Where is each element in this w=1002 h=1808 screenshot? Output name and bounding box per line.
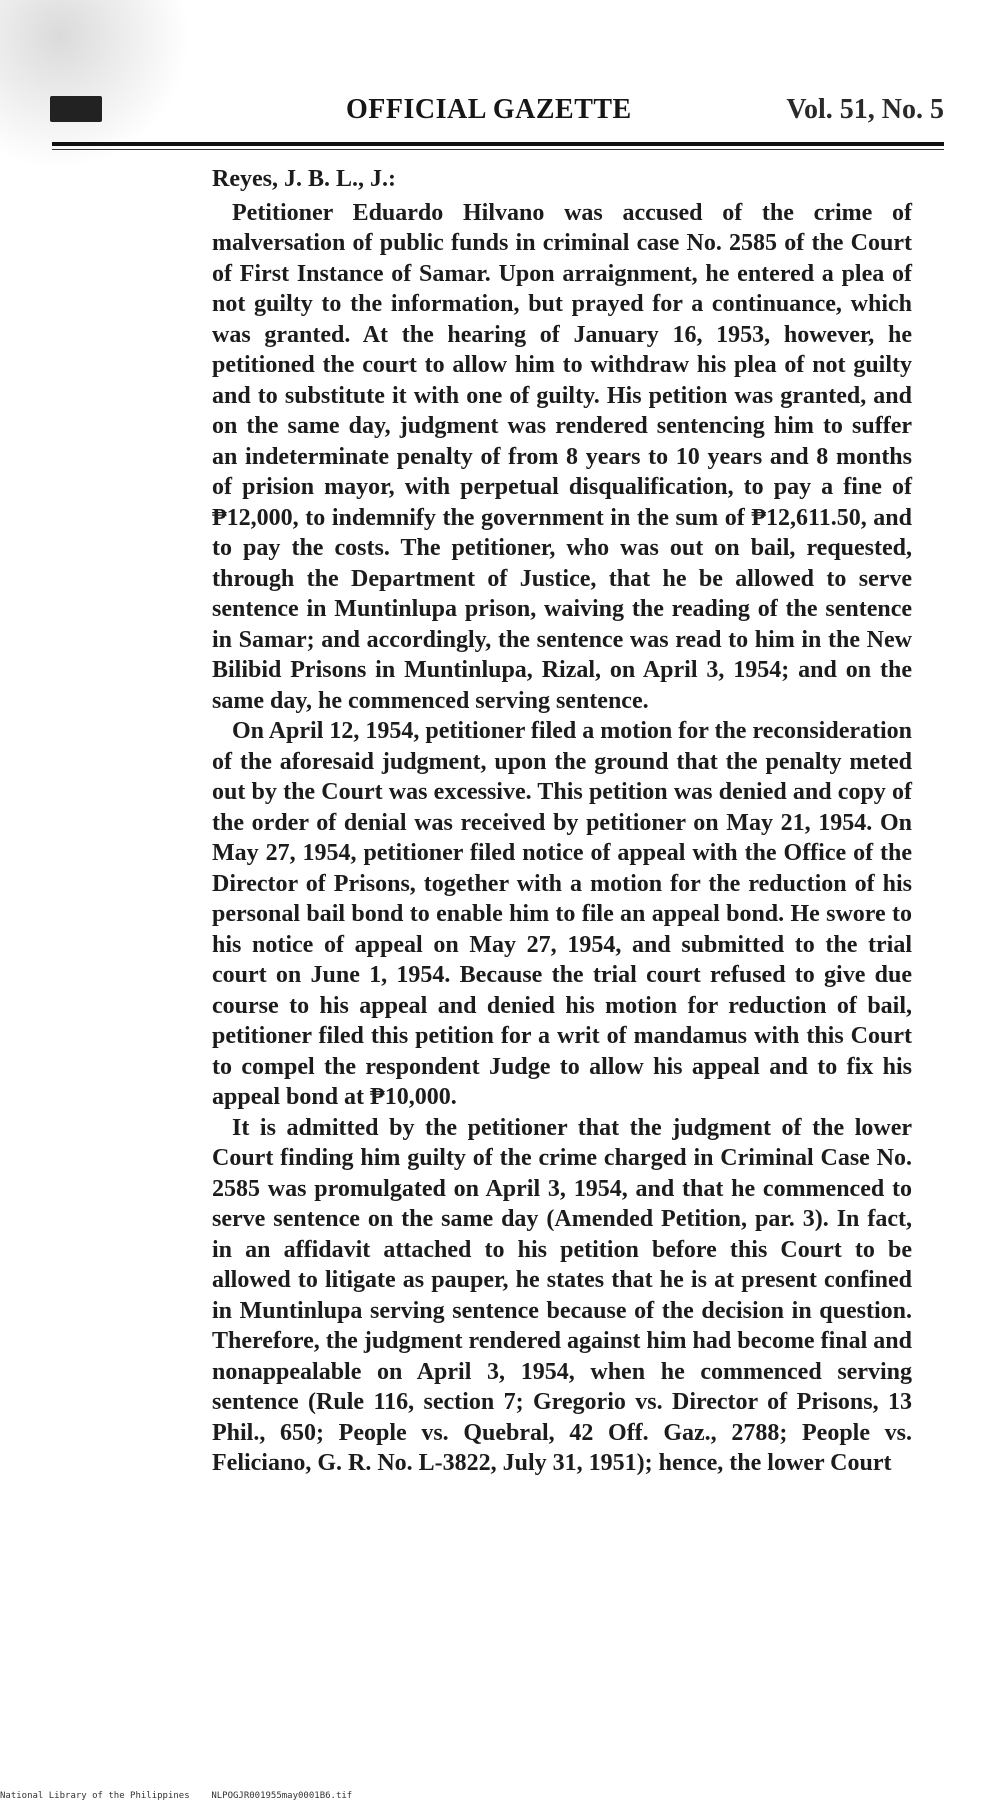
scan-smudge: [0, 0, 200, 180]
page-number-blot: [50, 96, 102, 122]
volume-number: Vol. 51, No. 5: [786, 94, 944, 125]
paragraph-2: On April 12, 1954, petitioner filed a motion for the reconsideration of the aforesaid judgment, upon the ground that the penalty meted out by the Court was excessive. This petition was denied and copy of the order of denial was received by petitioner on May 21, 1954. On May 27, 1954, petitioner filed notice of appeal with the Office of the Director of Prisons, together with a motion for the reduction of his personal bail bond to enable him to file an appeal bond. He swore to his notice of appeal on May 27, 1954, and submitted to the trial court on June 1, 1954. Because the trial court refused to give due course to his appeal and denied his motion for reduction of bail, petitioner filed this petition for a writ of mandamus with this Court to compel the respondent Judge to allow his appeal and to fix his appeal bond at ₱10,000.: [212, 718, 912, 1110]
paragraph-1: Petitioner Eduardo Hilvano was accused of the crime of malversation of public funds in criminal case No. 2585 of the Court of First Instance of Samar. Upon arraignment, he entered a plea of not guilty to the information, but prayed for a continuance, which was granted. At the hearing of January 16, 1953, however, he petitioned the court to allow him to withdraw his plea of not guilty and to substitute it with one of guilty. His petition was granted, and on the same day, judgment was rendered sentencing him to suffer an indeterminate penalty of from 8 years to 10 years and 8 months of prision mayor, with perpetual disqualification, to pay a fine of ₱12,000, to indemnify the government in the sum of ₱12,611.50, and to pay the costs. The petitioner, who was out on bail, requested, through the Department of Justice, that he be allowed to serve sentence in Muntinlupa prison, waiving the reading of the sentence in Samar; and accordingly, the sentence was read to him in the New Bilibid Prisons in Muntinlupa, Rizal, on April 3, 1954; and on the same day, he commenced serving sentence.: [212, 199, 912, 714]
header-rule: [52, 142, 944, 146]
ponente-line: Reyes, J. B. L., J.:: [212, 166, 396, 192]
scan-footer: National Library of the Philippines NLPOGJR001955may0001B6.tif: [0, 1791, 353, 1801]
paragraph-3: It is admitted by the petitioner that the judgment of the lower Court finding him guilty of the crime charged in Criminal Case No. 2585 was promulgated on April 3, 1954, and that he commenced to serve sentence on the same day (Amended Petition, par. 3). In fact, in an affidavit attached to his petition before this Court to be allowed to litigate as pauper, he states that he is at present confined in Muntinlupa serving sentence because of the decision in question. Therefore, the judgment rendered against him had become final and nonappealable on April 3, 1954, when he commenced serving sentence (Rule 116, section 7; Gregorio vs. Director of Prisons, 13 Phil., 650; People vs. Quebral, 42 Off. Gaz., 2788; People vs. Feliciano, G. R. No. L-3822, July 31, 1951); hence, the lower Court: [212, 1114, 912, 1476]
gazette-title: OFFICIAL GAZETTE: [346, 94, 632, 125]
decision-body: [212, 164, 912, 1479]
header-rule-thin: [52, 149, 944, 150]
